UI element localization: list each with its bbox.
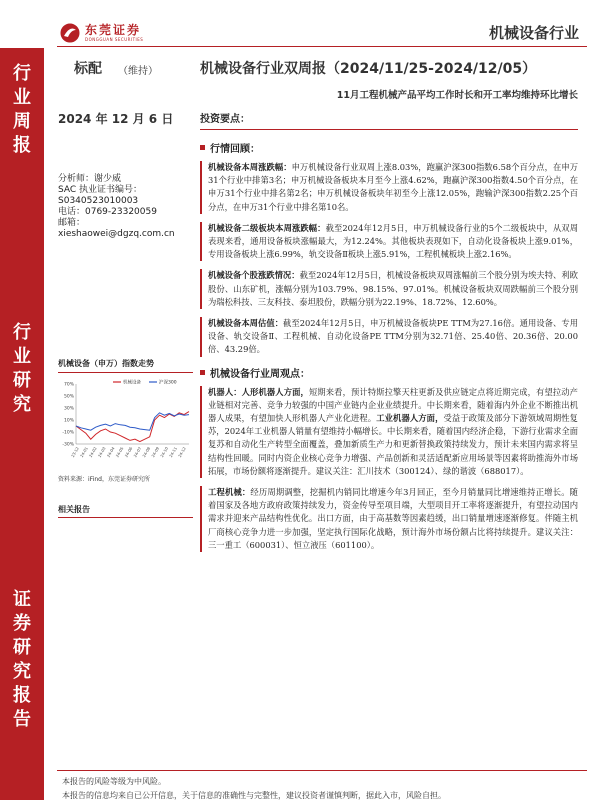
y-tick-label: 10% xyxy=(63,418,74,424)
logo-name-cn: 东莞证券 xyxy=(85,23,142,37)
y-tick-label: 30% xyxy=(63,406,74,412)
header-divider xyxy=(57,46,587,47)
chart-title-divider xyxy=(58,372,193,373)
market-review-label: 行情回顾： xyxy=(210,144,260,155)
analyst-info xyxy=(58,174,198,240)
bullet-square-icon xyxy=(200,145,205,150)
related-reports-heading: 相关报告 xyxy=(58,505,90,514)
footer-disclaimer: 本报告的信息均来自已公开信息，关于信息的准确性与完整性，建议投资者谨慎判断，据此入市，风险自担。 xyxy=(62,791,446,800)
sidebar-label-weekly: 行业周报 xyxy=(13,63,31,156)
paragraph-text: 经历周期调整，挖掘机内销同比增速今年3月回正，至今月销量同比增速维持正增长。随着国家及各地方政府政策持续发力，资金传导至项目端，大型项目开工率将逐渐提升，有望拉动国内需求并迎来产品结构性优化。出口方面，由于高基数等因素趋缓，出口销量增速逐渐修复。伴随主机厂商核心竞争力进一步加强，坚定执行国际化战略，预计海外市场份额占比将持续提升。建议关注：三一重工（600031）、恒立液压（601100）。 xyxy=(208,487,578,550)
paragraph-text: 申万机械设备行业双周上涨8.03%，跑赢沪深300指数6.58个百分点，在申万31个行业中排第3名；申万机械设备板块本月至今上涨4.62%，跑赢沪深300指数4.50个百分点，在申万31个行业中排名第2名；申万机械设备板块年初至今上涨12.05%，跑输沪深300指数2.25个百分点，在申万31个行业中排名第10名。 xyxy=(208,162,578,212)
report-date: 2024 年 12 月 6 日 xyxy=(58,112,174,126)
x-tick-label: 24-10 xyxy=(159,446,170,459)
analyst-cert: S0340523010003 xyxy=(58,196,139,206)
chart-title: 机械设备（申万）指数走势 xyxy=(58,359,154,368)
x-tick-label: 24-11 xyxy=(168,446,178,459)
x-tick-label: 24-12 xyxy=(177,446,187,459)
y-tick-label: 50% xyxy=(63,394,74,400)
footer-divider xyxy=(57,770,587,771)
investment-highlights-heading: 投资要点： xyxy=(200,114,250,125)
y-tick-label: -10% xyxy=(62,430,74,436)
legend-label: 机械设备 xyxy=(123,380,141,386)
logo-name-en: DONGGUAN SECURITIES xyxy=(85,37,144,42)
paragraph-stock-change xyxy=(200,269,578,309)
paragraph-lead-industrial: 工业机器人方面， xyxy=(376,413,444,424)
paragraph-lead: 机械设备个股涨跌情况： xyxy=(208,270,300,281)
analyst-phone: 电话：0769-23320059 xyxy=(58,207,157,217)
paragraph-lead: 机器人：人形机器人方面， xyxy=(208,386,309,397)
chart-source: 资料来源：iFind，东莞证券研究所 xyxy=(58,476,150,483)
x-tick-label: 24-01 xyxy=(78,446,89,459)
legend-label: 沪深300 xyxy=(159,380,177,386)
market-review-heading xyxy=(200,140,578,155)
main-content xyxy=(200,110,578,560)
x-tick-label: 24-07 xyxy=(132,446,143,459)
series-line-1 xyxy=(76,412,189,442)
x-tick-label: 24-04 xyxy=(105,446,116,459)
industry-name: 机械设备行业 xyxy=(488,24,579,42)
paragraph-text: 截至2024年12月5日，申万机械设备行业的5个二级板块中，从双周表现来看，通用设备板块涨幅最大，为12.24%。其他板块表现如下，自动化设备板块上涨9.01%，专用设备板块上涨6.99%，轨交设备Ⅱ板块上涨5.91%，工程机械板块上涨2.16%。 xyxy=(208,222,578,260)
analyst-name: 分析师：谢少威 xyxy=(58,174,122,184)
analyst-email[interactable]: xieshaowei@dgzq.com.cn xyxy=(58,229,175,239)
y-tick-label: 70% xyxy=(63,382,74,388)
analyst-email-label: 邮箱： xyxy=(58,218,86,228)
main-divider xyxy=(200,129,578,130)
x-tick-label: 23-12 xyxy=(70,446,80,459)
weekly-view-label: 机械设备行业周观点： xyxy=(210,368,310,380)
x-tick-label: 24-09 xyxy=(150,446,161,459)
weekly-view-heading xyxy=(200,365,578,380)
paragraph-lead: 工程机械： xyxy=(208,487,251,498)
paragraph-construction-machinery xyxy=(200,486,578,552)
paragraph-text: 短期来看，预计特斯拉擎天柱更新及供应链定点将近期完成，有望拉动产业链相对完善、竞争力较强的中国产业链内企业业绩提升。中长期来看，随着海内外企业不断推出机器人成果，有望加快人形机器人产业化进程。 xyxy=(208,386,578,424)
related-reports-divider xyxy=(58,517,193,518)
paragraph-lead: 机械设备本周估值： xyxy=(208,318,284,329)
analyst-cert-label: SAC 执业证书编号： xyxy=(58,185,143,195)
x-tick-label: 24-06 xyxy=(123,446,134,459)
paragraph-lead: 机械设备本周涨跌幅： xyxy=(208,162,292,172)
bullet-square-icon xyxy=(200,370,205,375)
company-logo xyxy=(59,22,143,44)
paragraph-lead: 机械设备二级板块本周涨跌幅： xyxy=(208,222,326,233)
paragraph-text: 截至2024年12月5日，机械设备板块双周涨幅前三个股分别为埃夫特、利欧股份、山东矿机，涨幅分别为103.79%、98.15%、97.01%。机械设备板块双周跌幅前三个股分别为瑞松科技、三友科技、泰坦股份，跌幅分别为22.19%、18.72%、12.60%。 xyxy=(208,270,578,307)
paragraph-valuation xyxy=(200,317,578,357)
paragraph-weekly-change xyxy=(200,161,578,214)
x-tick-label: 24-03 xyxy=(96,446,107,459)
y-tick-label: -30% xyxy=(62,442,74,448)
report-title: 机械设备行业双周报（2024/11/25-2024/12/05） xyxy=(200,61,537,77)
rating-value: （维持） xyxy=(118,66,158,77)
sidebar-label-research: 行业研究 xyxy=(13,322,31,415)
paragraph-subsector-change xyxy=(200,222,578,262)
paragraph-text: 截至2024年12月5日，申万机械设备板块PE TTM为27.16倍。通用设备、专用设备、轨交设备Ⅱ、工程机械、自动化设备PE TTM分别为32.71倍、25.40倍、20.36倍、20.00倍、43.29倍。 xyxy=(208,318,578,355)
index-trend-chart xyxy=(58,374,193,472)
x-tick-label: 24-08 xyxy=(141,446,152,459)
left-sidebar xyxy=(0,48,44,800)
sidebar-label-report: 证券研究报告 xyxy=(13,589,31,730)
logo-emblem-icon xyxy=(59,22,81,44)
x-tick-label: 24-05 xyxy=(114,446,125,459)
report-subtitle: 11月工程机械产品平均工作时长和开工率均维持环比增长 xyxy=(336,90,578,101)
rating-label: 标配 xyxy=(74,61,102,77)
paragraph-robots xyxy=(200,386,578,478)
x-tick-label: 24-02 xyxy=(87,446,98,459)
paragraph-text: 受益于政策及部分下游领域周期性复苏，2024年工业机器人销量有望维持小幅增长。中长期来看，随着国内经济企稳，下游行业需求全面复苏和自动化生产转型全面覆盖，叠加新质生产力和更新替换政策持续发力，预计未来国内需求将呈结构性回暖。同时内资企业核心竞争力增强、产品创新和灵活适配新应用场景等因素将助推海外市场拓展，市场份额将逐渐提升。建议关注：汇川技术（300124）、绿的谐波（688017）。 xyxy=(208,413,578,476)
footer-risk-level: 本报告的风险等级为中风险。 xyxy=(62,777,166,786)
